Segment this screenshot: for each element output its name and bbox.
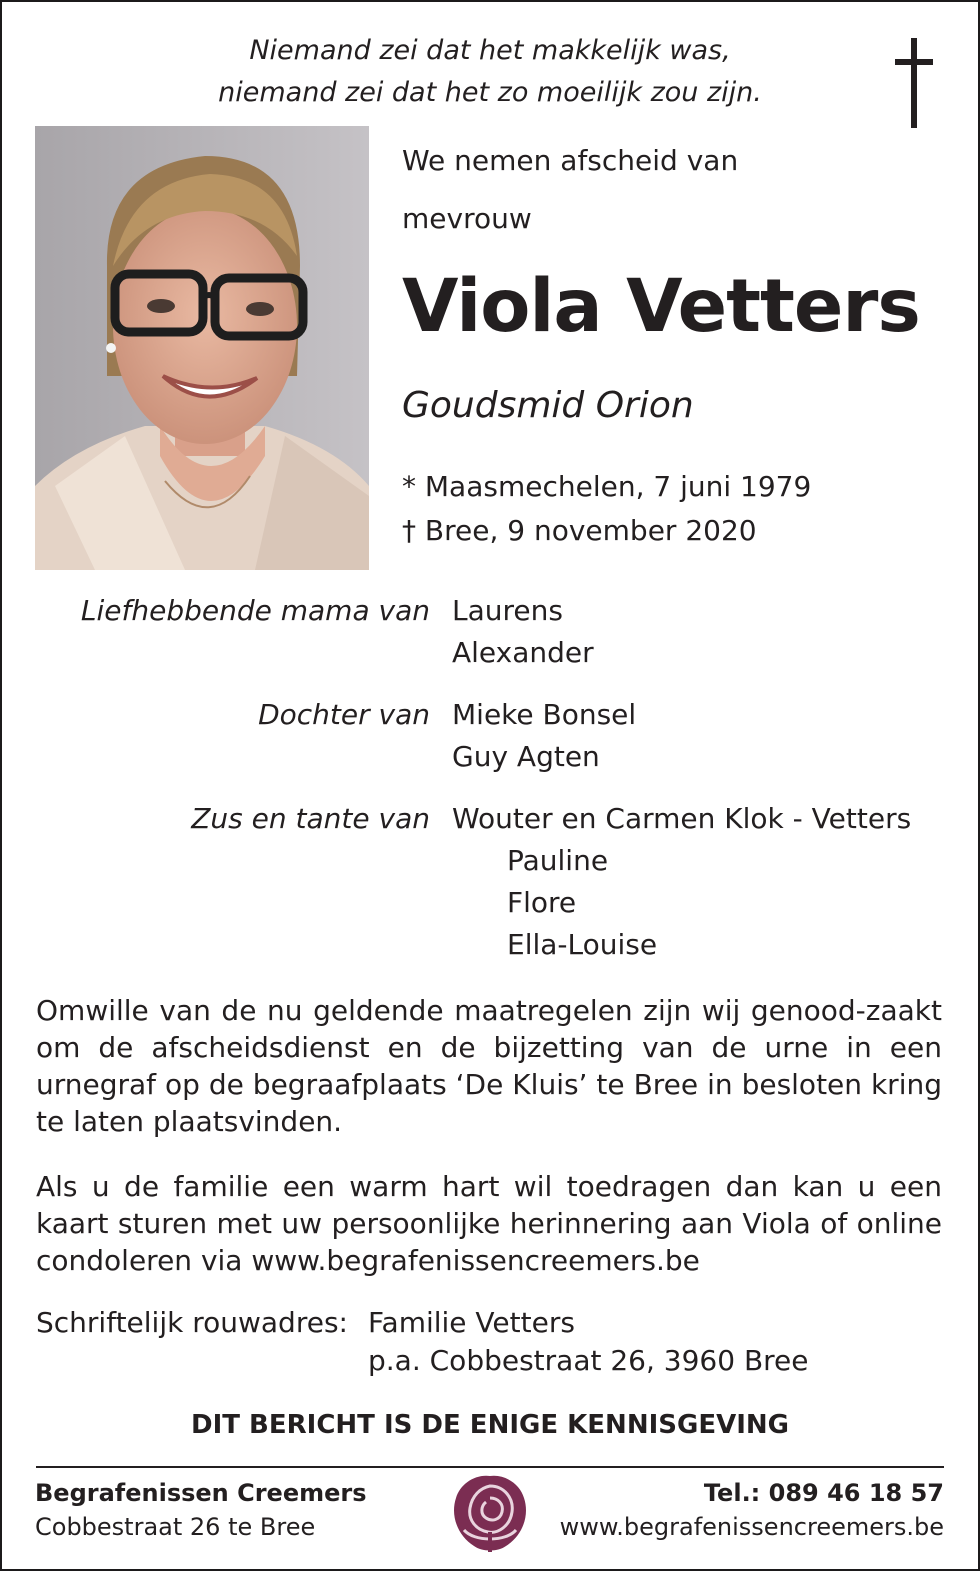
relation-subname: Flore [507,886,577,919]
relation-name: Wouter en Carmen Klok - Vetters [452,802,912,835]
notice-text: DIT BERICHT IS DE ENIGE KENNISGEVING [191,1410,789,1440]
address-line-1: Familie Vetters [368,1306,575,1339]
quote-line-1: Niemand zei dat het makkelijk was, [249,35,731,66]
condolence-paragraph: Als u de familie een warm hart wil toedragen dan kan u een kaart sturen met uw persoonlijke herinnering aan Viola of online condoleren via www.begrafenissencreemers.be [36,1170,942,1277]
relation-label: Dochter van [258,698,430,731]
latin-cross-icon [895,38,933,128]
occupation: Goudsmid Orion [402,385,694,426]
relation-label: Liefhebbende mama van [80,594,430,627]
funeral-company-address: Cobbestraat 26 te Bree [35,1513,316,1541]
relation-name: Guy Agten [452,740,600,773]
relation-label: Zus en tante van [191,802,430,835]
birth-date: * Maasmechelen, 7 juni 1979 [402,470,812,503]
quote-line-2: niemand zei dat het zo moeilijk zou zijn. [218,77,762,108]
rose-logo-icon [450,1472,530,1556]
relation-subname: Pauline [507,844,609,877]
deceased-name: Viola Vetters [402,264,920,349]
ceremony-paragraph: Omwille van de nu geldende maatregelen zijn wij genood-zaakt om de afscheidsdienst en de bijzetting van de urne in een urnegraf op de begraafplaats ‘De Kluis’ te Bree in besloten kring te laten plaatsvinden. [36,994,942,1138]
funeral-company-phone: Tel.: 089 46 18 57 [703,1479,944,1507]
funeral-company-website: www.begrafenissencreemers.be [559,1513,944,1541]
relation-name: Laurens [452,594,563,627]
intro-text: We nemen afscheid van [402,144,739,177]
footer-divider [36,1466,944,1468]
funeral-company-name: Begrafenissen Creemers [35,1479,367,1507]
address-label: Schriftelijk rouwadres: [36,1306,348,1339]
address-line-2: p.a. Cobbestraat 26, 3960 Bree [368,1344,809,1377]
relation-name: Alexander [452,636,594,669]
portrait-photo [35,126,369,570]
title-text: mevrouw [402,202,532,235]
relation-name: Mieke Bonsel [452,698,637,731]
relation-subname: Ella-Louise [507,928,658,961]
death-date: † Bree, 9 november 2020 [402,514,757,547]
